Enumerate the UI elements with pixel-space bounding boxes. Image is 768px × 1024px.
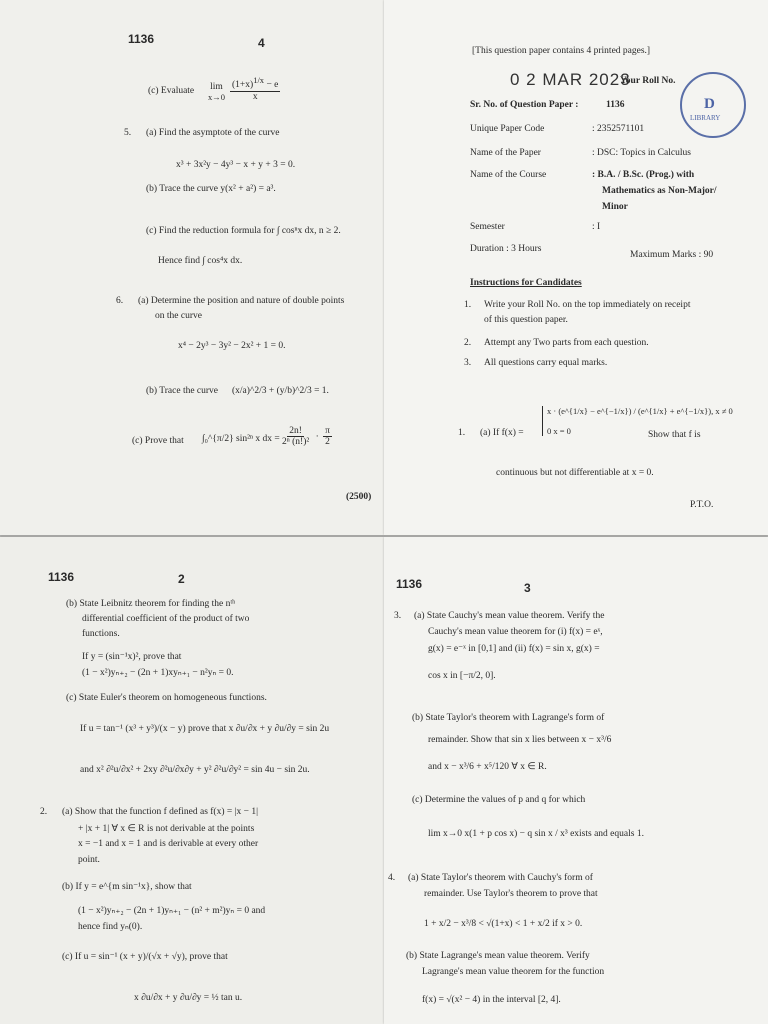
q1a-show: Show that f is [648, 430, 701, 440]
header-note: [This question paper contains 4 printed pages.] [472, 46, 651, 56]
paper-code: 1136 [128, 32, 155, 46]
page-number: 4 [258, 36, 265, 50]
q1a-case-2: 0 x = 0 [547, 426, 571, 436]
q4c-label: (c) Evaluate [148, 86, 195, 96]
duration: Duration : 3 Hours [470, 244, 542, 254]
q3b-line1: (b) State Taylor's theorem with Lagrange's form of [412, 713, 605, 723]
stamp-letter: D [704, 96, 715, 112]
course-name-value-1: : B.A. / B.Sc. (Prog.) with [592, 170, 695, 180]
q2c-line2: x ∂u/∂x + y ∂u/∂y = ½ tan u. [134, 993, 243, 1003]
q4b-line2: Lagrange's mean value theorem for the function [422, 967, 605, 977]
instruction-3-number: 3. [464, 358, 472, 368]
instruction-1-line2: of this question paper. [484, 315, 568, 325]
q3b-line3: and x − x³/6 + x⁵/120 ∀ x ∈ R. [428, 762, 547, 772]
stamp-date: 0 2 MAR 2023 [510, 70, 631, 89]
q6c-label: (c) Prove that [132, 436, 184, 446]
q4c-fraction [228, 76, 282, 102]
q3c-line1: (c) Determine the values of p and q for which [412, 795, 586, 805]
q6a-line2: on the curve [155, 311, 202, 321]
paper-code: 1136 [396, 577, 423, 591]
paper-code: 1136 [48, 570, 75, 584]
q1c-line2: If u = tan⁻¹ (x³ + y³)/(x − y) prove that x ∂u/∂x + y ∂u/∂y = sin 2u [80, 724, 330, 734]
page-number: 3 [524, 581, 531, 595]
q3a-line1: (a) State Cauchy's mean value theorem. Verify the [414, 611, 605, 621]
instruction-1-number: 1. [464, 300, 472, 310]
semester-label: Semester [470, 222, 505, 232]
q1a-piecewise [542, 406, 733, 436]
instructions-title: Instructions for Candidates [470, 278, 582, 288]
q6-number: 6. [116, 296, 124, 306]
lim-sub: x→0 [208, 92, 225, 102]
library-stamp [680, 72, 746, 138]
q5a-text: (a) Find the asymptote of the curve [146, 128, 280, 138]
q2a-line4: point. [78, 855, 100, 865]
q5b-text: (b) Trace the curve y(x² + a²) = a³. [146, 184, 276, 194]
print-run: (2500) [346, 492, 372, 502]
course-name-value-2: Mathematics as Non-Major/ [602, 186, 717, 196]
q3c-line2: lim x→0 x(1 + p cos x) − q sin x / x³ exists and equals 1. [428, 829, 644, 839]
q1b-line3: functions. [82, 629, 120, 639]
instruction-2-number: 2. [464, 338, 472, 348]
q1b-line5: (1 − x²)yₙ₊₂ − (2n + 1)xyₙ₊₁ − n²yₙ = 0. [82, 668, 234, 678]
course-name-label: Name of the Course [470, 170, 547, 180]
q6c-numerator: 2n! [289, 426, 302, 436]
q3a-line4: cos x in [−π/2, 0]. [428, 671, 496, 681]
q1b-line1: (b) State Leibnitz theorem for finding the nᵗʰ [66, 599, 236, 609]
q4c-numerator: (1+x) [232, 80, 254, 91]
q4a-line3: 1 + x/2 − x³/8 < √(1+x) < 1 + x/2 if x > 0. [424, 919, 583, 929]
q2b-line2: (1 − x²)yₙ₊₂ − (2n + 1)yₙ₊₁ − (n² + m²)yₙ = 0 and [78, 906, 266, 916]
q6c-denominator: 2ⁿ (n!)² [282, 437, 310, 448]
lim-text: lim [210, 82, 223, 92]
instruction-1-line1: Write your Roll No. on the top immediately on receipt [484, 300, 691, 310]
q6c-pi: π [325, 426, 330, 436]
q2a-line1: (a) Show that the function f defined as f(x) = |x − 1| [62, 807, 259, 817]
q5c-text: (c) Find the reduction formula for ∫ cosⁿx dx, n ≥ 2. [146, 226, 341, 236]
q1b-line2: differential coefficient of the product of two [82, 614, 250, 624]
q1a-case-1: x · (e^{1/x} − e^{−1/x}) / (e^{1/x} + e^{−1/x}), x ≠ 0 [547, 406, 733, 416]
instruction-2: Attempt any Two parts from each question. [484, 338, 649, 348]
page-4 [0, 0, 384, 535]
semester-value: : I [592, 222, 601, 232]
q1c-line1: (c) State Euler's theorem on homogeneous functions. [66, 693, 267, 703]
q2a-line3: x = −1 and x = 1 and is derivable at every other [78, 839, 259, 849]
instruction-3: All questions carry equal marks. [484, 358, 608, 368]
stamp-text: LIBRARY [690, 114, 721, 122]
q3a-line3: g(x) = e⁻ˣ in [0,1] and (ii) f(x) = sin x, g(x) = [428, 644, 600, 654]
q4c-denominator: x [252, 91, 258, 102]
page-2 [0, 537, 384, 1024]
q1-number: 1. [458, 428, 466, 438]
q6a-equation: x⁴ − 2y³ − 3y² − 2x² + 1 = 0. [178, 341, 286, 351]
sr-no-label: Sr. No. of Question Paper : [470, 100, 579, 110]
q1b-line4: If y = (sin⁻¹x)², prove that [82, 652, 182, 662]
upc-label: Unique Paper Code [470, 124, 545, 134]
page-3 [384, 537, 768, 1024]
q1c-line3: and x² ∂²u/∂x² + 2xy ∂²u/∂x∂y + y² ∂²u/∂y² = sin 4u − sin 2u. [80, 765, 310, 775]
q4-number: 4. [388, 873, 396, 883]
q4c-exponent: 1/x [253, 75, 265, 85]
page-number: 2 [178, 572, 185, 586]
q1a-continuity: continuous but not differentiable at x = 0. [496, 468, 654, 478]
q5c-hence: Hence find ∫ cos⁴x dx. [158, 256, 243, 266]
q6c-integral: ∫₀^{π/2} sin²ⁿ x dx = [202, 434, 280, 444]
q4b-line3: f(x) = √(x² − 4) in the interval [2, 4]. [422, 995, 561, 1005]
q2a-line2: + |x + 1| ∀ x ∈ R is not derivable at the points [78, 824, 255, 834]
q4b-line1: (b) State Lagrange's mean value theorem. Verify [406, 951, 590, 961]
q5-number: 5. [124, 128, 132, 138]
q2c-line1: (c) If u = sin⁻¹ (x + y)/(√x + √y), prove that [62, 952, 228, 962]
roll-no-label: Your Roll No. [620, 76, 676, 86]
q6c-fraction: $\frac{2n!}{\text{2ⁿ (n!)²}}$ · $\frac{\pi}{2}$ [282, 426, 330, 448]
course-name-value-3: Minor [602, 202, 628, 212]
q2-number: 2. [40, 807, 48, 817]
q3-number: 3. [394, 611, 402, 621]
page-1 [384, 0, 768, 535]
pto-mark: P.T.O. [690, 500, 714, 510]
q2b-line3: hence find yₙ(0). [78, 922, 143, 932]
q6c-two: 2 [325, 437, 330, 448]
q1a-label: (a) If f(x) = [480, 428, 524, 438]
q4c-limit [208, 82, 225, 102]
q6a-line1: (a) Determine the position and nature of double points [138, 296, 345, 306]
q4c-minus-e: − e [266, 80, 279, 91]
q3b-line2: remainder. Show that sin x lies between x − x³/6 [428, 735, 612, 745]
q4a-line2: remainder. Use Taylor's theorem to prove that [424, 889, 598, 899]
q6b-equation: (x/a)^2/3 + (y/b)^2/3 = 1. [232, 386, 329, 396]
q3a-line2: Cauchy's mean value theorem for (i) f(x) = eˣ, [428, 627, 603, 637]
q5a-equation: x³ + 3x²y − 4y³ − x + y + 3 = 0. [176, 160, 296, 170]
paper-name-value: : DSC: Topics in Calculus [592, 148, 691, 158]
q6b-label: (b) Trace the curve [146, 386, 219, 396]
q2b-line1: (b) If y = e^{m sin⁻¹x}, show that [62, 882, 192, 892]
paper-name-label: Name of the Paper [470, 148, 541, 158]
max-marks: Maximum Marks : 90 [630, 250, 714, 260]
upc-value: : 2352571101 [592, 124, 645, 134]
sr-no-value: 1136 [606, 100, 625, 110]
q4a-line1: (a) State Taylor's theorem with Cauchy's form of [408, 873, 593, 883]
